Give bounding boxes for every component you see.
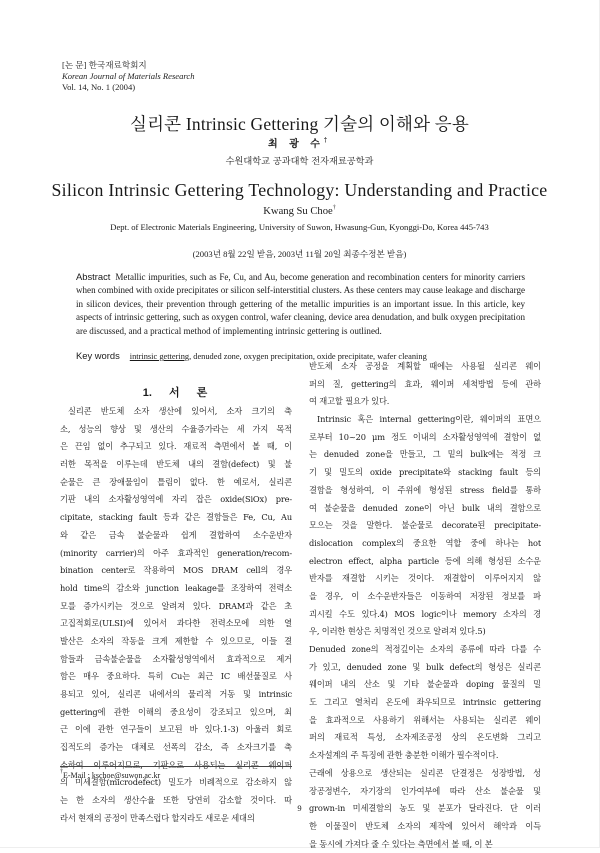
body-text-line: Denuded zone의 적정깊이는 소자의 종류에 따라 다를 수 — [309, 644, 541, 654]
body-text-line: 함들과 금속불순물을 소자활성영역에서 효과적으로 제거 — [60, 653, 292, 664]
body-text-line: Intrinsic 혹은 internal gettering이란, 웨이퍼의 표면으 — [317, 414, 541, 425]
body-text-line: cipitate, stacking fault 등과 같은 결함들은 Fe, Cu, Au — [60, 512, 292, 523]
english-author — [0, 206, 599, 217]
author-dagger-mark: † — [323, 137, 332, 144]
page-number: 9 — [297, 803, 302, 813]
author-dagger-mark: † — [332, 205, 336, 211]
journal-name: Korean Journal of Materials Research — [62, 71, 195, 81]
body-text-line: 을 효과적으로 사용하기 위해서는 사용되는 실리콘 웨이 — [309, 714, 541, 725]
footnote-divider — [60, 766, 292, 767]
body-text-line: 우, 이러한 현상은 치명적인 것으로 알려져 있다.5) — [309, 626, 486, 637]
abstract-text: Metallic impurities, such as Fe, Cu, and Au, become generation and recombination centers for minority carriers when combined with oxide precipitates or silicon self-interstitial clusters. As these centers may cause leakage and discharge in silicon devices, their prevention through gettering of the metallic impurities is an important issue. In this article, key aspects of intrinsic gettering, such as oxygen control, wafer cleaning, device area denudation, and bulk oxygen precipitation are discussed, and a practical method of implementing intrinsic gettering is outlined. — [76, 272, 525, 336]
body-text-line: 반자를 재결합 시키는 것이다. 재결합이 이루어지지 않 — [309, 573, 541, 584]
body-text-line: 러한 목적을 이루는데 반도체 내의 결함(defect) 및 불 — [60, 459, 292, 470]
english-title: Silicon Intrinsic Gettering Technology: Understanding and Practice — [51, 180, 548, 200]
body-text-line: 웨이퍼 내의 산소 및 기타 불순물과 doping 물질의 밀 — [309, 679, 541, 690]
body-column-right — [309, 358, 541, 853]
english-author-name: Kwang Su Choe — [263, 206, 333, 217]
body-text-line: 고집적회로(ULSI)에 있어서 과다한 전력소모에 의한 열 — [60, 618, 292, 629]
body-text-line: 발산은 소자의 작동을 크게 제한할 수 있으므로, 이들 결 — [60, 635, 292, 646]
body-text-line: 근래에 상용으로 생산되는 실리콘 단결정은 성장방법, 성 — [309, 767, 541, 778]
footnote — [60, 771, 160, 780]
body-text-line: 라서 현재의 공정이 만족스럽다 할지라도 새로운 세대의 — [60, 812, 255, 823]
body-text-line: 근 이에 관한 연구들이 보고된 바 있다.1-3) 아울러 회로 — [60, 724, 292, 735]
body-text-line: 소자설계의 주 특징에 관한 충분한 이해가 필수적이다. — [309, 750, 499, 761]
section-title-introduction: 1. 서 론 — [142, 387, 208, 399]
body-text-line: 괴시킬 수도 있다.4) MOS logic이나 memory 소자의 경 — [309, 608, 541, 619]
body-text-line: 한 이물질이 반도체 소자의 제작에 있어서 해악과 이득 — [309, 820, 541, 831]
body-text-line: 을 동시에 가져다 줄 수 있다는 측면에서 볼 때, 이 본 — [309, 838, 493, 849]
body-text-line: 가 있고, denuded zone 및 bulk defect의 형성은 실리콘 — [309, 661, 541, 672]
korean-author — [0, 135, 599, 150]
body-text-line: 실리콘 반도체 소자 생산에 있어서, 소자 크기의 축 — [68, 406, 292, 416]
body-text-line: 소하여 이루어지므로, 기판으로 사용되는 실리콘 웨이퍼 — [60, 759, 292, 770]
body-text-line: 순물은 큰 장애물임이 틀림이 없다. 한 예로서, 실리콘 — [60, 476, 292, 487]
body-text-line: bination center로 작용하여 MOS DRAM cell의 경우 — [60, 565, 292, 576]
keyword-first: intrinsic gettering — [129, 352, 190, 361]
keywords-rest: , denuded zone, oxygen precipitation, oxide precipitate, wafer cleaning — [189, 352, 427, 361]
body-text-line: 는 denuded zone을 만들고, 그 밑의 bulk에는 적정 크 — [309, 449, 541, 460]
body-text-line: 모를 증가시키는 것으로 알려져 있다. DRAM과 같은 초 — [60, 600, 292, 611]
journal-header — [62, 60, 195, 93]
body-text-line: 모으는 것을 말한다. 불순물로 decorate된 precipitate- — [309, 520, 541, 531]
korean-affiliation: 수원대학교 공과대학 전자재료공학과 — [225, 156, 374, 167]
body-text-line: 반도체 소자 공정을 계획할 때에는 사용될 실리콘 웨이 — [309, 361, 541, 371]
body-column-left — [60, 403, 292, 828]
body-text-line: 는 한 소자의 생산수율 또한 당연히 감소할 것이다. 따 — [60, 795, 292, 806]
body-text-line: 여 불순물을 denuded zone이 아닌 bulk 내의 결함으로 — [309, 502, 541, 513]
korean-author-name: 최 광 수 — [267, 139, 324, 150]
body-text-line: 기판 내의 소자활성영역에 자리 잡은 oxide(SiOx) pre- — [60, 494, 292, 505]
body-text-line: 용되고 있어, 실리콘 내에서의 물리적 거동 및 intrinsic — [60, 689, 292, 699]
body-text-line: 은 끈임 없이 추구되고 있다. 재료적 측면에서 볼 때, 이 — [60, 441, 292, 452]
body-text-line: 소, 성능의 향상 및 생산의 수율증가라는 세 가지 목적 — [60, 423, 292, 434]
abstract — [76, 270, 525, 338]
body-text-line: grown-in 미세결함의 농도 및 분포가 달라진다. 단 이러 — [309, 803, 541, 814]
body-text-line: 을 경우, 이 소수운반자들은 이동하여 저장된 정보를 파 — [309, 590, 541, 601]
keywords-label: Key words — [76, 350, 120, 361]
body-text-line: 퍼의 재료적 특성, 소자제조공정 상의 온도변화 그리고 — [309, 732, 541, 743]
body-text-line: dislocation complex의 중요한 역할 중에 하나는 hot — [309, 537, 541, 548]
body-text-line: 도 그리고 열처리 온도에 좌우되므로 intrinsic gettering — [309, 697, 541, 708]
body-text-line: 로부터 10~20 μm 정도 이내의 소자활성영역에 결함이 없 — [309, 431, 541, 442]
body-text-line: 퍼의 질, gettering의 효과, 웨이퍼 세척방법 등에 관하 — [309, 378, 541, 389]
journal-category: [논 문] 한국재료학회지 — [62, 60, 147, 70]
body-text-line: gettering에 관한 이해의 중요성이 강조되고 있으며, 최 — [60, 706, 292, 717]
body-text-line: 장공정변수, 자기장의 인가여부에 따라 산소 불순물 및 — [309, 785, 541, 796]
body-text-line: 집적도의 증가는 대체로 선폭의 감소, 즉 소자크기를 축 — [60, 742, 292, 753]
body-text-line: 의 미세결함(microdefect) 밀도가 비례적으로 감소하지 않 — [60, 777, 292, 788]
body-text-line: (minority carrier)의 아주 효과적인 generation/recom- — [60, 547, 292, 558]
body-text-line: hold time의 감소와 junction leakage를 조장하여 전력소 — [60, 582, 292, 593]
abstract-label: Abstract — [76, 271, 111, 282]
received-dates: (2003년 8월 22일 받음, 2003년 11월 20일 최종수정본 받음) — [192, 249, 407, 259]
body-text-line: 와 같은 금속 불순물과 쉽게 결합하여 소수운반자 — [60, 529, 292, 540]
footnote-dagger-mark: † — [60, 769, 63, 775]
body-text-line: 기 및 밀도의 oxide precipitate와 stacking fault 등의 — [309, 467, 541, 478]
body-text-line: 함은 매우 중요하다. 특히 Cu는 최근 IC 배선물질로 사 — [60, 671, 292, 682]
body-text-line: 여 재고할 필요가 있다. — [309, 396, 390, 407]
body-text-line: 결함을 형성하여, 이 주위에 형성된 stress field를 통하 — [309, 484, 541, 495]
journal-volume: Vol. 14, No. 1 (2004) — [62, 82, 136, 92]
footnote-email: E-Mail : kschoe@suwon.ac.kr — [63, 771, 161, 780]
english-affiliation: Dept. of Electronic Materials Engineering, University of Suwon, Hwasung-Gun, Kyonggi-Do, Korea 445-743 — [110, 222, 489, 232]
korean-title: 실리콘 Intrinsic Gettering 기술의 이해와 응용 — [129, 114, 470, 134]
body-text-line: electron effect, alpha particle 등에 의해 형성된 소수운 — [309, 555, 541, 566]
